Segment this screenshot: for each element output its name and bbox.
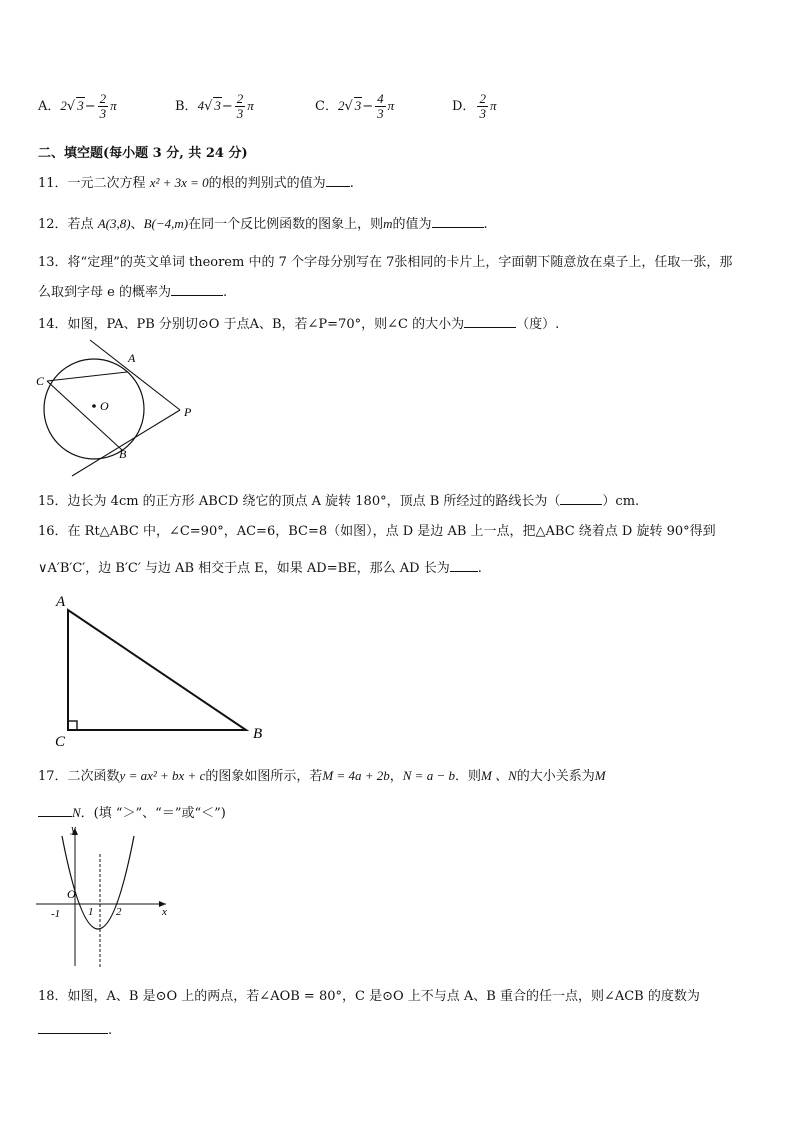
label-o: O	[67, 887, 76, 901]
question-16-line1: 16．在 Rt△ABC 中，∠C=90°，AC=6，BC=8（如图），点 D 是边 AB 上一点，把△ABC 绕着点 D 旋转 90°得到	[38, 524, 716, 539]
question-13-line2: 么取到字母 e 的概率为 .	[38, 285, 228, 300]
right-angle-mark	[68, 721, 77, 730]
question-17-line2: N．(填 “＞”、“＝”或“＜”)	[38, 802, 226, 821]
answer-blank[interactable]	[171, 283, 223, 296]
circle-o	[44, 359, 144, 459]
label-a: A	[56, 594, 66, 610]
answer-blank[interactable]	[38, 1021, 108, 1034]
label-p: P	[184, 405, 192, 419]
tick-1: 1	[88, 906, 94, 918]
figure-17-parabola	[34, 822, 174, 970]
option-a: A．2√ 3− $\frac{2}{3}$ π	[38, 91, 117, 121]
question-11: 11．一元二次方程 x² + 3x = 0的根的判别式的值为 .	[38, 175, 354, 191]
question-12: 12．若点 A(3,8)、B(−4,m)在同一个反比例函数的图象上，则m的值为 .	[38, 216, 488, 232]
chord-cb	[47, 381, 122, 450]
label-a: A	[128, 351, 136, 365]
option-b: B．4√ 3− $\frac{2}{3}$ π	[175, 91, 254, 121]
figure-14-circle-tangents	[30, 338, 200, 480]
figure-16-right-triangle	[50, 590, 280, 750]
center-dot	[92, 404, 96, 408]
label-x: x	[162, 906, 167, 918]
question-17-line1: 17．二次函数y = ax² + bx + c的图象如图所示，若M = 4a + 2b，N = a − b．则M 、N的大小关系为M	[38, 768, 606, 784]
label-c: C	[36, 374, 45, 388]
answer-blank[interactable]	[432, 215, 484, 228]
section-title: 二、填空题(每小题 3 分, 共 24 分)	[38, 146, 248, 161]
label-o: O	[100, 399, 109, 413]
question-18-line1: 18．如图，A、B 是⊙O 上的两点，若∠AOB = 80°，C 是⊙O 上不与点 A、B 重合的任一点，则∠ACB 的度数为	[38, 989, 700, 1004]
tick-minus-1: -1	[51, 908, 61, 920]
answer-blank[interactable]	[464, 315, 516, 328]
question-18-line2: .	[38, 1021, 112, 1038]
question-13-line1: 13．将“定理”的英文单词 theorem 中的 7 个字母分别写在 7张相同的卡片上，字面朝下随意放在桌子上，任取一张，那	[38, 255, 733, 270]
label-y: y	[71, 823, 76, 835]
question-14: 14．如图，PA、PB 分别切⊙O 于点A、B，若∠P=70°，则∠C 的大小为 （度）.	[38, 317, 560, 332]
option-d: D． $\frac{2}{3}$ π	[452, 91, 497, 121]
question-16-line2: ∨A′B′C′，边 B′C′ 与边 AB 相交于点 E，如果 AD=BE，那么 AD 长为 .	[38, 561, 482, 576]
triangle-abc	[68, 610, 246, 730]
answer-blank[interactable]	[38, 804, 72, 817]
tangent-pb	[72, 410, 180, 476]
label-c: C	[55, 734, 66, 750]
label-b: B	[253, 726, 263, 742]
answer-blank[interactable]	[450, 559, 478, 572]
parabola-curve	[62, 836, 134, 929]
answer-blank[interactable]	[560, 492, 602, 505]
label-b: B	[119, 447, 127, 461]
option-c: C．2√ 3− $\frac{4}{3}$ π	[315, 91, 395, 121]
tick-2: 2	[116, 906, 122, 918]
answer-blank[interactable]	[326, 174, 350, 187]
question-15: 15．边长为 4cm 的正方形 ABCD 绕它的顶点 A 旋转 180°，顶点 B 所经过的路线长为（ ）cm.	[38, 494, 640, 509]
